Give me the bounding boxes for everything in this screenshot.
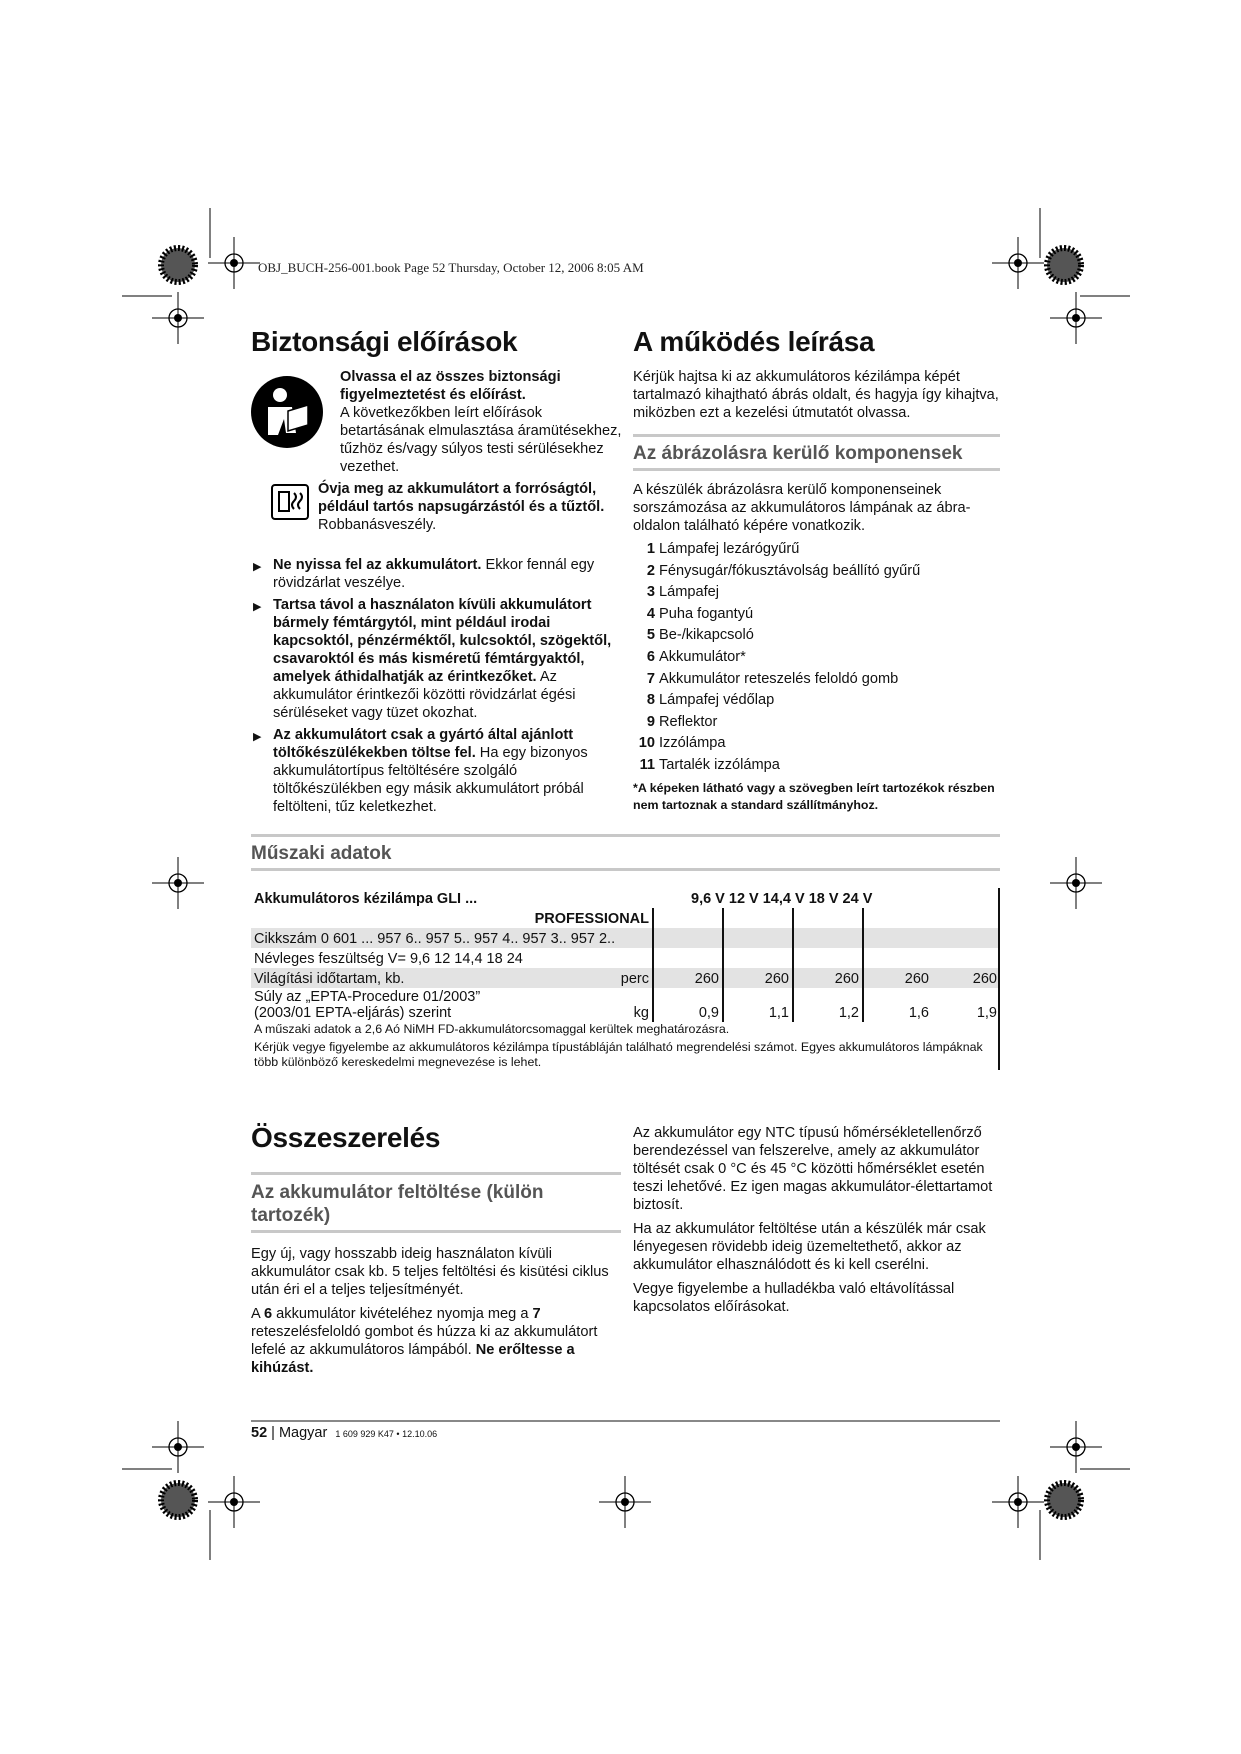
item-number: 10 [638, 735, 655, 752]
item-number: 2 [646, 562, 655, 579]
tech-title: Műszaki adatok [251, 834, 1000, 871]
item-label: Tartalék izzólámpa [659, 756, 780, 773]
read-warning-text: A következőkben leírt előírások betartásának elmulasztása áramütésekhez, tűzhöz és/vagy súlyos testi sérülésekhez vezethet. [340, 405, 622, 475]
file-info: OBJ_BUCH-256-001.book Page 52 Thursday, October 12, 2006 8:05 AM [258, 260, 644, 275]
heat-warning-icon [270, 483, 310, 521]
bullet-bold: Tartsa távol a használaton kívüli akkumulátort bármely fémtárgytól, mint például irodai kapcsoktól, pénzérméktől, kulcsoktól, szögektől, csavaroktól és más kisméretű fémtárgyaktól, amelyek áthidalhatják az érintkezőket. [273, 597, 612, 685]
item-label: Be-/kikapcsoló [659, 627, 754, 644]
item-number: 7 [646, 670, 655, 687]
bullet-text: Az akkumulátor érintkezői közötti rövidzárlat égési sérüléseket vagy tüzet okozhat. [273, 669, 576, 721]
tech-note-1: A műszaki adatok a 2,6 Aó NiMH FD-akkumulátorcsomaggal kerültek meghatározásra. [254, 1022, 730, 1036]
read-warning [340, 368, 622, 476]
table-row [251, 988, 1000, 1022]
disposal-para: Vegye figyelembe a hulladékba való eltávolítással kapcsolatos előírásokat. [633, 1281, 955, 1315]
bullet-text: Ha egy bizonyos akkumulátortípus feltöltésére szolgáló töltőkészülékben egy másik akkumulátort próbál feltölteni, tűz keletkezhet. [273, 745, 588, 815]
footer-code: 1 609 929 K47 • 12.10.06 [335, 1429, 438, 1439]
table-right-rule [998, 888, 1000, 1070]
components-intro: A készülék ábrázolásra kerülő komponenseinek sorszámozása az akkumulátoros lámpának az ábra-oldalon található képére vonatkozik. [633, 482, 971, 534]
warning-bold: Ne erőltesse a kihúzást. [251, 1342, 575, 1376]
components-title: Az ábrázolásra kerülő komponensek [633, 434, 1000, 471]
weight-label [251, 988, 600, 1022]
table-cell: 1,9 [976, 1005, 997, 1021]
text: A [251, 1306, 264, 1322]
list-item [633, 733, 1000, 755]
table-cell: 260 [723, 968, 793, 988]
bullet-bold: Az akkumulátort csak a gyártó által ajánlott töltőkészülékekben töltse fel. [273, 727, 574, 761]
triangle-icon: ▶ [253, 601, 262, 613]
table-cell: 1,2 [793, 988, 863, 1022]
table-row [251, 908, 1000, 928]
table-cell: 260 [932, 968, 1000, 988]
table-row [251, 928, 1000, 948]
table-cell: 1,6 [863, 988, 932, 1022]
ntc-para: Az akkumulátor egy NTC típusú hőmérsékletellenőrző berendezéssel van felszerelve, amely az akkumulátor töltését csak 0 °C és 45 °C közötti hőmérséklet esetén teszi lehetővé. Ez igen magas akkumulátor-élettartamot biztosít. [633, 1125, 993, 1213]
accessory-note: *A képeken látható vagy a szövegben leírt tartozékok részben nem tartoznak a standard szállítmányhoz. [633, 780, 995, 812]
item-label: Lámpafej védőlap [659, 692, 775, 709]
item-label: Izzólámpa [659, 735, 726, 752]
table-row [251, 888, 1000, 908]
worn-battery-para: Ha az akkumulátor feltöltése után a készülék már csak lényegesen rövidebb ideig üzemeltethető, akkor az akkumulátor elhasználódott és ki kell cserélni. [633, 1221, 986, 1273]
light-label: Világítási időtartam, kb. [251, 968, 600, 988]
triangle-icon: ▶ [253, 731, 262, 743]
weight-label-line2: (2003/01 EPTA-eljárás) szerint [254, 1005, 452, 1021]
item-label: Akkumulátor* [659, 648, 746, 665]
text: reteszelésfeloldó gombot és húzza ki az akkumulátort lefelé az akkumulátoros lámpából. [251, 1324, 598, 1358]
triangle-icon: ▶ [253, 561, 262, 573]
item-number: 3 [646, 584, 655, 601]
components-list [633, 539, 1000, 777]
read-manual-icon [250, 375, 324, 449]
table-cell: 260 [653, 968, 723, 988]
footer-sep: | [267, 1425, 279, 1441]
bullet-text: Ekkor fennál egy rövidzárlat veszélye. [273, 557, 595, 591]
weight-label-line1: Súly az „EPTA-Procedure 01/2003” [254, 989, 481, 1005]
light-unit: perc [600, 968, 653, 988]
heat-warning [318, 480, 622, 534]
table-cell: 260 [863, 968, 932, 988]
operation-title: A működés leírása [633, 326, 875, 357]
tech-note-2: Kérjük vegye figyelembe az akkumulátoros kézilámpa típustábláján található megrendelési számot. Egyes akkumulátoros lámpáknak több különböző kereskedelmi megnevezése is lehet. [254, 1040, 983, 1069]
bullet-item [251, 596, 622, 722]
footer [251, 1425, 437, 1441]
list-item [633, 625, 1000, 647]
assembly-title: Összeszerelés [251, 1122, 441, 1153]
voltage-header: 9,6 V 12 V 14,4 V 18 V 24 V [691, 891, 873, 907]
safety-title: Biztonsági előírások [251, 326, 518, 357]
nominal-voltage: Névleges feszültség V= 9,6 12 14,4 18 24 [254, 951, 523, 967]
bullet-item [251, 726, 622, 816]
weight-unit: kg [633, 1005, 649, 1021]
charge-para-2 [251, 1305, 621, 1377]
item-number: 6 [646, 648, 655, 665]
product-name: Akkumulátoros kézilámpa GLI ... [254, 891, 478, 907]
footer-rule [251, 1420, 1000, 1422]
item-label: Akkumulátor reteszelés feloldó gomb [659, 670, 899, 687]
list-item [633, 755, 1000, 777]
charge-title: Az akkumulátor feltöltése (külön tartozék) [251, 1172, 621, 1233]
professional-label: PROFESSIONAL [534, 911, 649, 927]
table-cell: 0,9 [653, 988, 723, 1022]
item-label: Fénysugár/fókusztávolság beállító gyűrű [659, 562, 921, 579]
ref-number: 7 [532, 1306, 541, 1322]
text: akkumulátor kivételéhez nyomja meg a [272, 1306, 533, 1322]
item-number: 11 [639, 756, 655, 773]
item-label: Puha fogantyú [659, 605, 754, 622]
list-item [633, 582, 1000, 604]
list-item [633, 604, 1000, 626]
bullet-bold: Ne nyissa fel az akkumulátort. [273, 557, 482, 573]
operation-intro: Kérjük hajtsa ki az akkumulátoros kézilámpa képét tartalmazó kihajtható ábrás oldalt, és hagyja így kihajtva, miközben ezt a kezelési útmutatót olvassa. [633, 369, 999, 421]
item-label: Lámpafej [659, 584, 720, 601]
table-cell: 1,1 [723, 988, 793, 1022]
footer-lang: Magyar [278, 1425, 328, 1441]
assembly-right [633, 1124, 1000, 1316]
page-number: 52 [251, 1425, 268, 1441]
heat-warning-text: Robbanásveszély. [318, 517, 437, 533]
safety-bullets [251, 556, 622, 816]
read-warning-bold: Olvassa el az összes biztonsági figyelmeztetést és előírást. [340, 369, 561, 403]
item-number: 8 [646, 692, 655, 709]
item-number: 4 [646, 605, 655, 622]
table-row [251, 968, 1000, 988]
ref-number: 6 [263, 1306, 273, 1322]
item-number: 1 [646, 541, 655, 557]
list-item [633, 561, 1000, 583]
item-label: Reflektor [659, 713, 718, 730]
assembly-section [251, 1122, 621, 1377]
list-item [633, 712, 1000, 734]
bullet-item [251, 556, 622, 592]
safety-section [251, 326, 621, 358]
table-row [251, 948, 1000, 968]
article-number: Cikkszám 0 601 ... 957 6.. 957 5.. 957 4.. 957 3.. 957 2.. [251, 928, 653, 948]
table-cell: 260 [793, 968, 863, 988]
charge-para-1: Egy új, vagy hosszabb ideig használaton kívüli akkumulátor csak kb. 5 teljes feltöltési és kisütési ciklus után éri el a teljes teljesítményét. [251, 1246, 609, 1298]
item-label: Lámpafej lezárógyűrű [659, 541, 800, 557]
item-number: 9 [646, 713, 655, 730]
operation-section [633, 326, 1000, 814]
list-item [633, 669, 1000, 691]
list-item [633, 539, 1000, 561]
list-item [633, 690, 1000, 712]
tech-notes [254, 1022, 996, 1070]
heat-warning-bold: Óvja meg az akkumulátort a forróságtól, például tartós napsugárzástól és a tűztől. [318, 481, 605, 515]
list-item [633, 647, 1000, 669]
spec-table [251, 888, 1000, 1022]
item-number: 5 [646, 627, 655, 644]
